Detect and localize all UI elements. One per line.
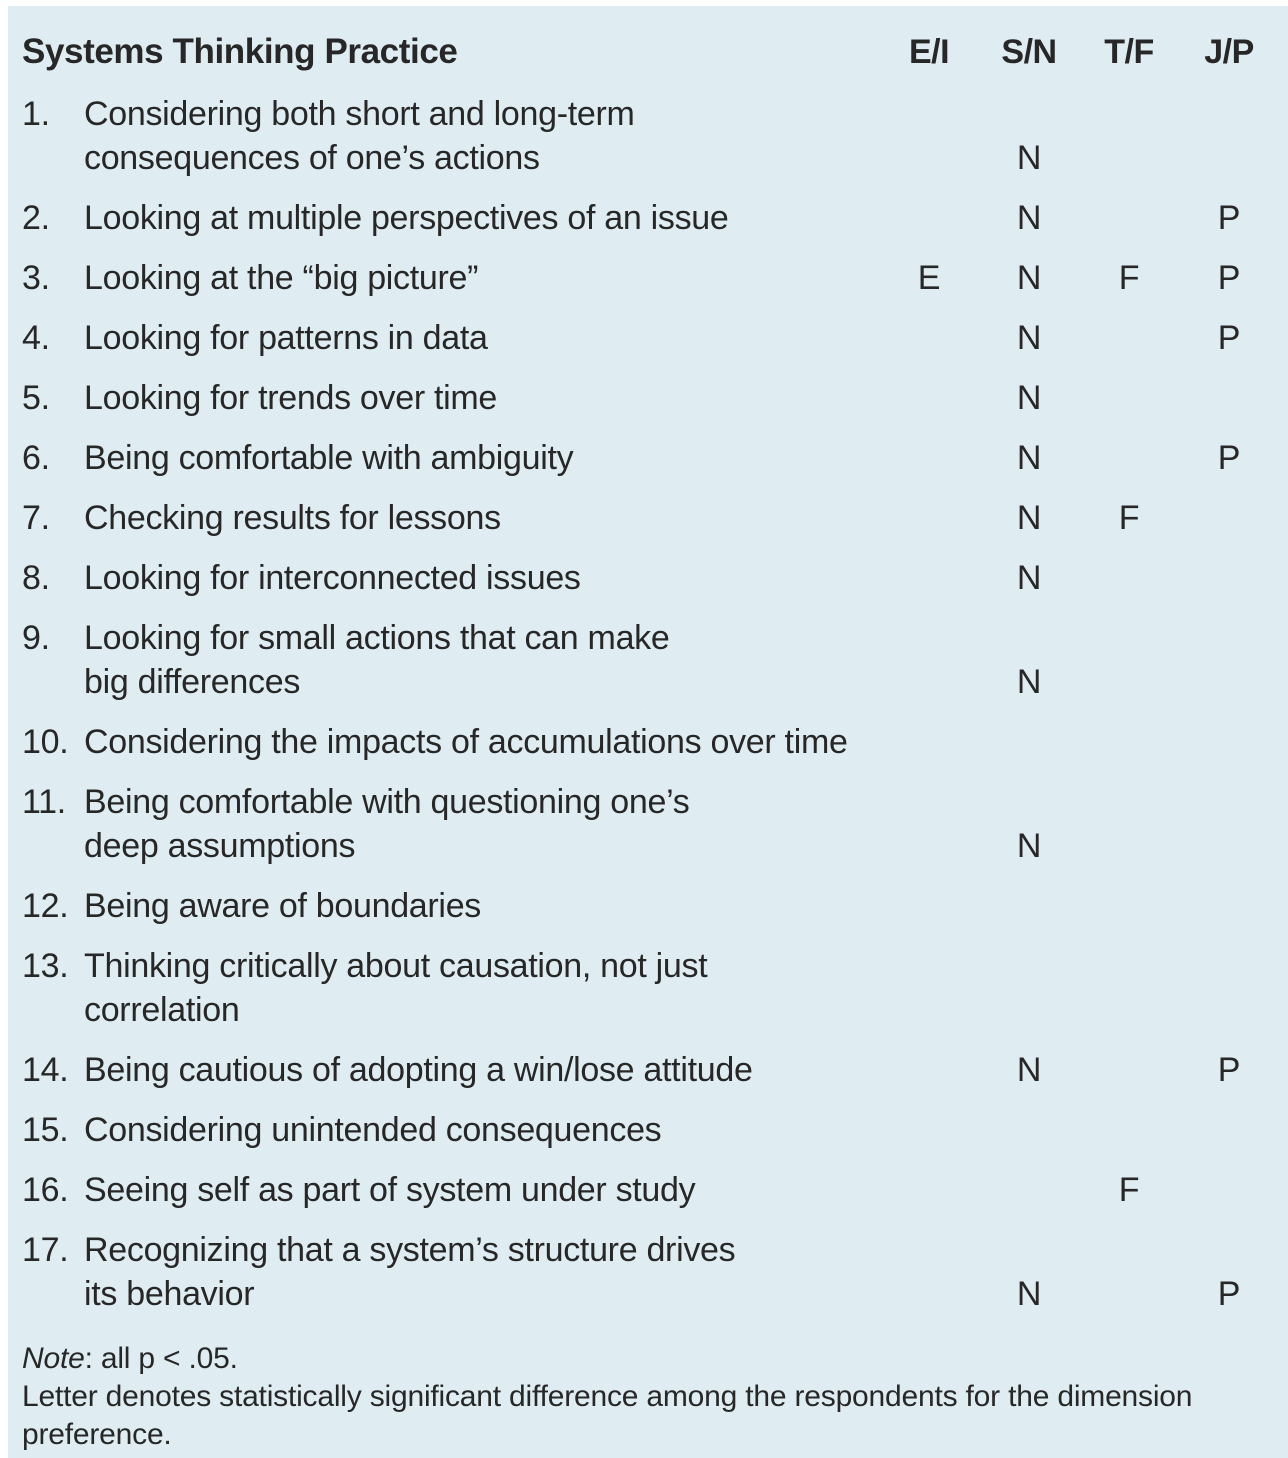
table-row [22,1168,1279,1212]
mark-jp: P [1217,319,1241,357]
table-row [22,884,1279,928]
practice-text: Looking at the “big picture” [84,259,479,297]
practice-text: Being cautious of adopting a win/lose attitude [84,1051,753,1089]
note-significance: : all p < .05. [84,1342,238,1375]
mark-sn: N [1016,1051,1042,1089]
table-row [22,1048,1279,1092]
table-row [22,780,1279,868]
practice-text: Looking at multiple perspectives of an issue [84,199,729,237]
table-row [22,256,1279,300]
row-number: 17. [22,1231,69,1269]
row-number: 8. [22,559,50,597]
row-number: 10. [22,723,69,761]
row-number: 15. [22,1111,69,1149]
mark-jp: P [1217,199,1241,237]
mark-sn: N [1016,199,1042,237]
table-row [22,556,1279,600]
column-header-sn: S/N [1001,33,1057,71]
practice-text: Thinking critically about causation, not just correlation [84,947,708,1029]
mark-sn: N [1016,559,1042,597]
mark-sn: N [1016,439,1042,477]
row-number: 11. [22,783,66,821]
table-row [22,1228,1279,1316]
table-note [22,1340,1272,1454]
column-header-ei: E/I [908,33,950,71]
row-number: 6. [22,439,50,477]
practice-text: Looking for patterns in data [84,319,488,357]
practice-text: Looking for trends over time [84,379,498,417]
table-row [22,720,1279,764]
practice-text: Being comfortable with ambiguity [84,439,574,477]
table-row [22,92,1279,180]
row-number: 5. [22,379,50,417]
practice-text: Looking for interconnected issues [84,559,581,597]
mark-tf: F [1118,259,1140,297]
mark-tf: F [1118,499,1140,537]
table-title: Systems Thinking Practice [22,32,458,71]
table-row [22,616,1279,704]
note-label: Note [22,1342,85,1375]
row-number: 7. [22,499,50,537]
mark-jp: P [1217,1275,1241,1313]
practice-text: Seeing self as part of system under study [84,1171,696,1209]
mark-sn: N [1016,139,1042,177]
practice-text: Considering unintended consequences [84,1111,662,1149]
row-number: 13. [22,947,69,985]
row-number: 4. [22,319,50,357]
mark-sn: N [1016,379,1042,417]
note-line-2: Letter denotes statistically significant difference among the respondents for the dimension preference. [22,1380,1193,1451]
mark-jp: P [1217,259,1241,297]
table-row [22,376,1279,420]
mark-sn: N [1016,1275,1042,1313]
rows [22,92,1279,1316]
column-header-jp: J/P [1204,33,1254,71]
row-number: 1. [22,95,50,133]
mark-sn: N [1016,827,1042,865]
column-header-tf: T/F [1104,33,1154,71]
row-number: 16. [22,1171,69,1209]
mark-sn: N [1016,259,1042,297]
practice-text: Looking for small actions that can make big differences [84,619,670,701]
row-number: 2. [22,199,50,237]
mark-sn: N [1016,319,1042,357]
table-panel [8,6,1288,1458]
table-row [22,1108,1279,1152]
row-number: 3. [22,259,50,297]
practice-text: Being comfortable with questioning one’s deep assumptions [84,783,690,865]
mark-jp: P [1217,1051,1241,1089]
mark-ei: E [917,259,941,297]
mark-sn: N [1016,663,1042,701]
table-header-row [22,30,1279,74]
practice-text: Checking results for lessons [84,499,501,537]
row-number: 12. [22,887,69,925]
table-row [22,436,1279,480]
table-row [22,496,1279,540]
note-line-1 [22,1340,1272,1378]
practice-text: Being aware of boundaries [84,887,481,925]
row-number: 9. [22,619,50,657]
table-row [22,316,1279,360]
practice-text: Considering both short and long-term consequences of one’s actions [84,95,635,177]
practice-text: Considering the impacts of accumulations over time [84,723,848,761]
table-row [22,196,1279,240]
row-number: 14. [22,1051,69,1089]
mark-tf: F [1118,1171,1140,1209]
mark-jp: P [1217,439,1241,477]
mark-sn: N [1016,499,1042,537]
practice-text: Recognizing that a system’s structure drives its behavior [84,1231,736,1313]
table-row [22,944,1279,1032]
